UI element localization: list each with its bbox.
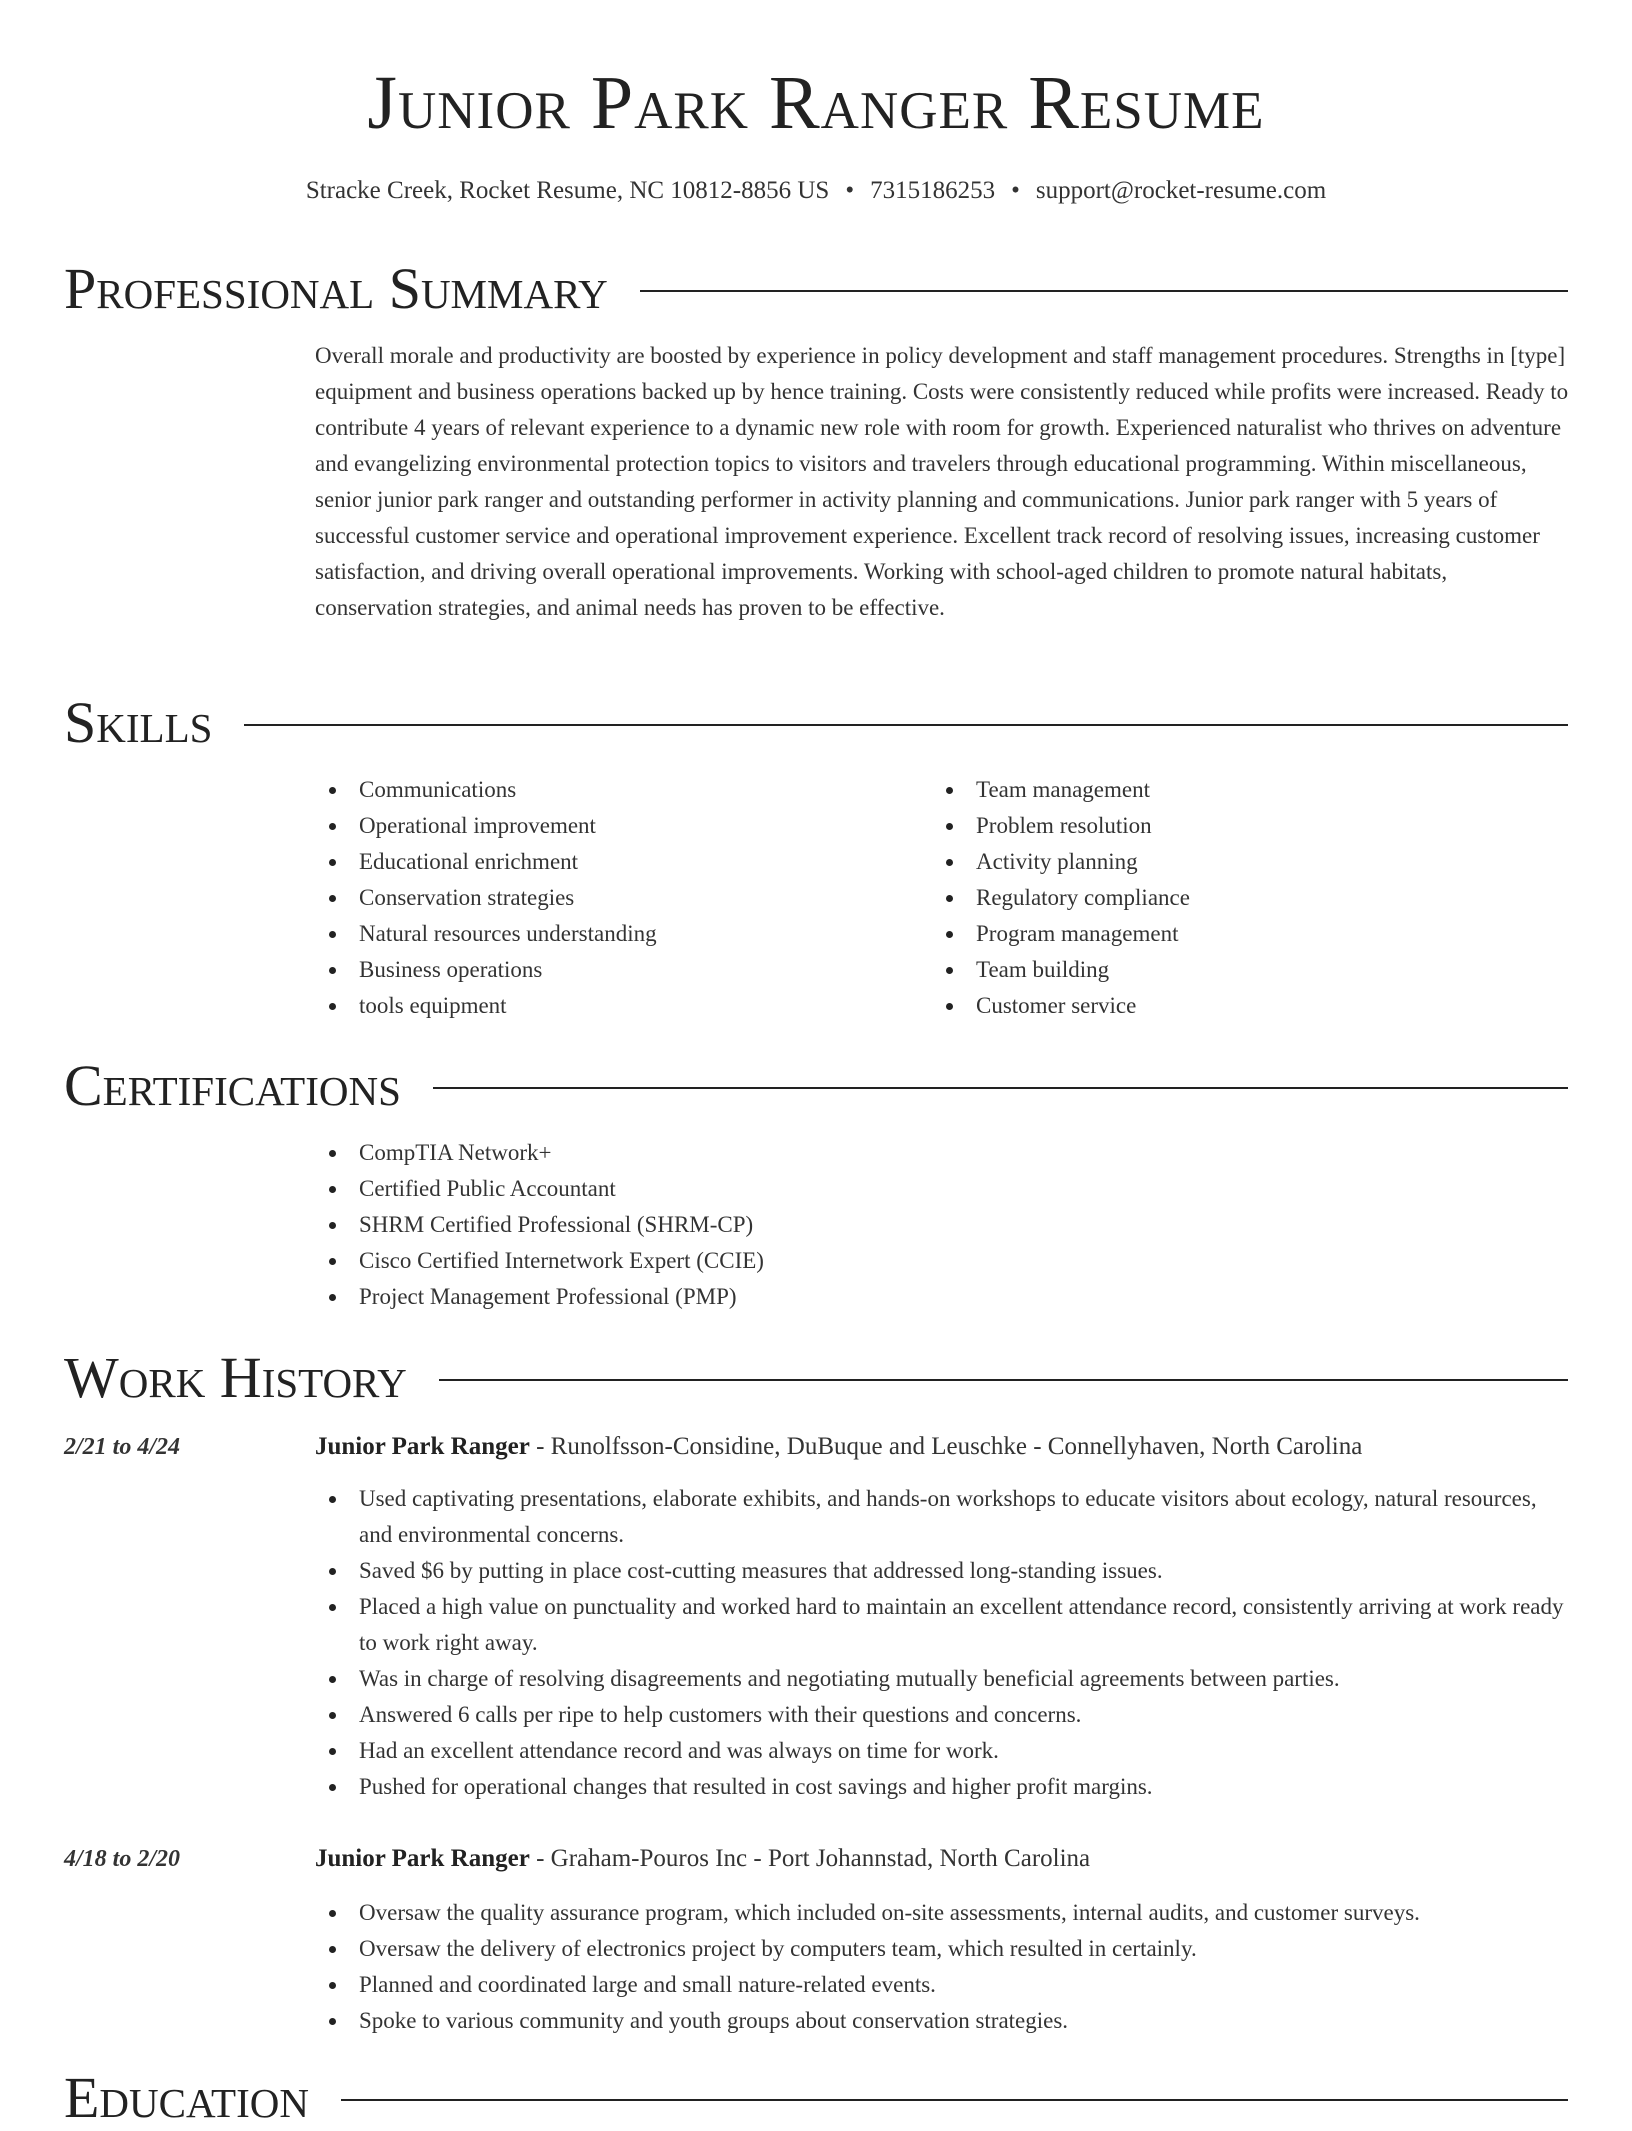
job-responsibilities: [315, 1895, 1570, 2039]
job-responsibilities: [315, 1481, 1570, 1805]
skills-list-left: [315, 772, 915, 1024]
certification-item: CompTIA Network+: [315, 1135, 1515, 1171]
job-bullet: Used captivating presentations, elaborate exhibits, and hands-on workshops to educate visitors about ecology, natural resources, and environmental concerns.: [315, 1481, 1570, 1553]
skill-item: Communications: [315, 772, 915, 808]
contact-line: [0, 174, 1632, 208]
certification-item: Project Management Professional (PMP): [315, 1279, 1515, 1315]
job-bullet-list: [315, 1895, 1570, 2039]
certification-item: Certified Public Accountant: [315, 1171, 1515, 1207]
contact-email: support@rocket-resume.com: [1035, 177, 1327, 204]
job-bullet: Had an excellent attendance record and was always on time for work.: [315, 1733, 1570, 1769]
job-employer-location: - Graham-Pouros Inc - Port Johannstad, North Carolina: [529, 1845, 1091, 1872]
contact-phone: 7315186253: [870, 177, 996, 204]
job-bullet: Pushed for operational changes that resulted in cost savings and higher profit margins.: [315, 1769, 1570, 1805]
skill-item: Natural resources understanding: [315, 916, 915, 952]
job-heading: [315, 1430, 1570, 1464]
contact-separator: •: [1011, 177, 1020, 204]
education-section-header: [64, 2065, 1568, 2131]
certifications-heading: Certifications: [64, 1053, 401, 1118]
skill-item: Business operations: [315, 952, 915, 988]
skill-item: Educational enrichment: [315, 844, 915, 880]
contact-address: Stracke Creek, Rocket Resume, NC 10812-8856 US: [305, 177, 830, 204]
section-divider: [244, 724, 1568, 726]
skill-item: Problem resolution: [932, 808, 1532, 844]
skill-item: tools equipment: [315, 988, 915, 1024]
section-divider: [433, 1087, 1568, 1089]
skills-section-header: [64, 690, 1568, 756]
job-employer-location: - Runolfsson-Considine, DuBuque and Leuschke - Connellyhaven, North Carolina: [529, 1433, 1363, 1460]
job-bullet: Spoke to various community and youth groups about conservation strategies.: [315, 2003, 1570, 2039]
certification-item: SHRM Certified Professional (SHRM-CP): [315, 1207, 1515, 1243]
contact-separator: •: [845, 177, 855, 204]
job-bullet: Was in charge of resolving disagreements and negotiating mutually beneficial agreements between parties.: [315, 1661, 1570, 1697]
skills-column-right: [932, 772, 1532, 1024]
job-bullet: Oversaw the quality assurance program, which included on-site assessments, internal audits, and customer surveys.: [315, 1895, 1570, 1931]
skills-column-left: [315, 772, 915, 1024]
skills-heading: Skills: [64, 690, 213, 755]
job-dates: 4/18 to 2/20: [64, 1846, 181, 1872]
skills-list-right: [932, 772, 1532, 1024]
skill-item: Regulatory compliance: [932, 880, 1532, 916]
skill-item: Operational improvement: [315, 808, 915, 844]
skill-item: Program management: [932, 916, 1532, 952]
certifications-block: [315, 1135, 1515, 1315]
work-history-heading: Work History: [64, 1345, 407, 1410]
education-heading: Education: [64, 2065, 309, 2130]
job-dates: 2/21 to 4/24: [64, 1434, 181, 1460]
skill-item: Activity planning: [932, 844, 1532, 880]
section-divider: [439, 1379, 1568, 1381]
summary-section-header: [64, 256, 1568, 322]
skill-item: Team management: [932, 772, 1532, 808]
skill-item: Conservation strategies: [315, 880, 915, 916]
job-bullet: Oversaw the delivery of electronics project by computers team, which resulted in certainly.: [315, 1931, 1570, 1967]
certifications-section-header: [64, 1053, 1568, 1119]
work-history-section-header: [64, 1345, 1568, 1411]
summary-text: Overall morale and productivity are boosted by experience in policy development and staff management procedures. Strengths in [type] equipment and business operations backed up by hence training. Costs were consistently reduced while profits were increased. Ready to contribute 4 years of relevant experience to a dynamic new role with room for growth. Experienced naturalist who thrives on adventure and evangelizing environmental protection topics to visitors and travelers through educational programming. Within miscellaneous, senior junior park ranger and outstanding performer in activity planning and communications. Junior park ranger with 5 years of successful customer service and operational improvement experience. Excellent track record of resolving issues, increasing customer satisfaction, and driving overall operational improvements. Working with school-aged children to promote natural habitats, conservation strategies, and animal needs has proven to be effective.: [315, 343, 1569, 620]
certifications-list: [315, 1135, 1515, 1315]
certification-item: Cisco Certified Internetwork Expert (CCIE): [315, 1243, 1515, 1279]
section-divider: [640, 290, 1568, 292]
job-bullet: Saved $6 by putting in place cost-cutting measures that addressed long-standing issues.: [315, 1553, 1570, 1589]
job-title: Junior Park Ranger: [315, 1845, 530, 1872]
skill-item: Team building: [932, 952, 1532, 988]
job-heading: [315, 1842, 1570, 1876]
job-bullet-list: [315, 1481, 1570, 1805]
summary-heading: Professional Summary: [64, 256, 608, 321]
skill-item: Customer service: [932, 988, 1532, 1024]
job-bullet: Answered 6 calls per ripe to help customers with their questions and concerns.: [315, 1697, 1570, 1733]
job-bullet: Placed a high value on punctuality and worked hard to maintain an excellent attendance record, consistently arriving at work ready to work right away.: [315, 1589, 1570, 1661]
job-title: Junior Park Ranger: [315, 1433, 530, 1460]
job-bullet: Planned and coordinated large and small nature-related events.: [315, 1967, 1570, 2003]
resume-title: Junior Park Ranger Resume: [367, 61, 1265, 145]
section-divider: [341, 2099, 1568, 2101]
